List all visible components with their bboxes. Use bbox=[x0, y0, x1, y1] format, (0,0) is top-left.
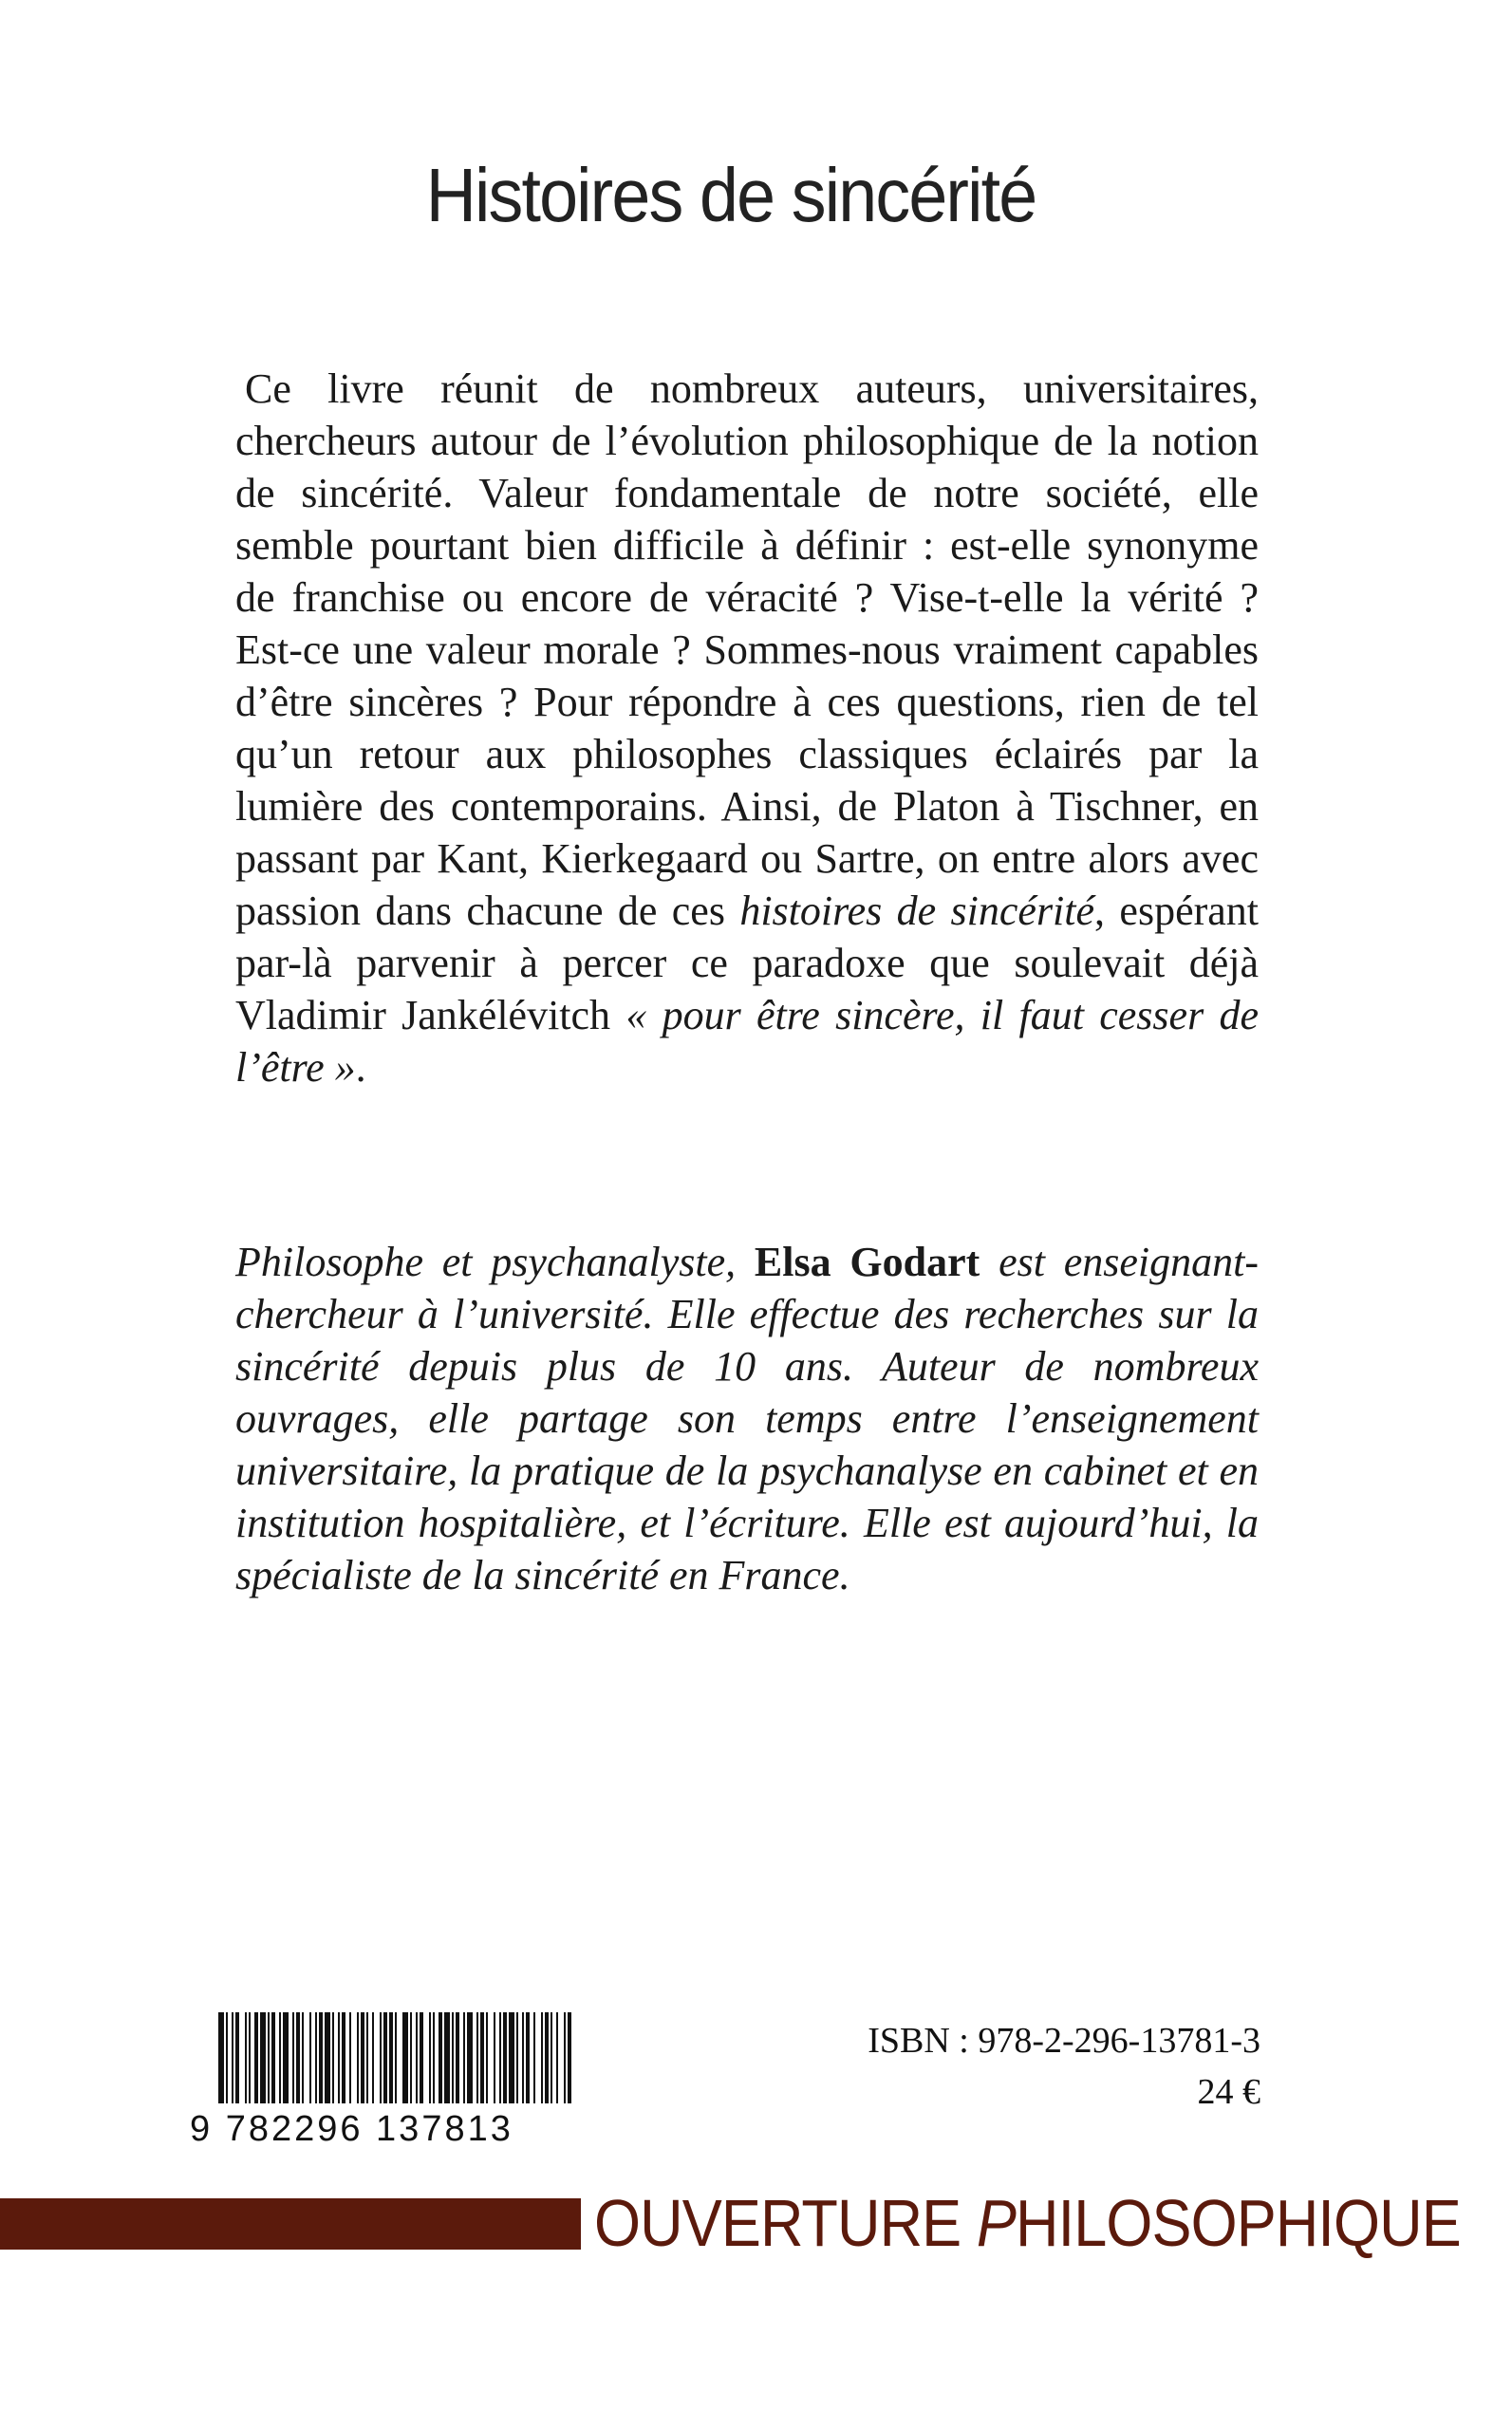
barcode-bar bbox=[383, 2012, 387, 2103]
barcode-digits: 9 782296 137813 bbox=[190, 2109, 513, 2149]
barcode-bar bbox=[338, 2012, 340, 2103]
author-name: Elsa Godart bbox=[754, 1239, 980, 1285]
barcode-bar bbox=[494, 2012, 495, 2103]
barcode-bar bbox=[551, 2012, 552, 2103]
blurb-text-2: , espérant par-là parvenir à percer ce paradoxe que soulevait déjà Vladimir Jankélévitch bbox=[235, 887, 1260, 1038]
series-word-1: OUVERTURE bbox=[594, 2186, 961, 2260]
blurb-quote: « pour être sincère, il faut cesser de l’être » bbox=[235, 992, 1259, 1091]
barcode-bar bbox=[522, 2012, 524, 2103]
barcode-bar bbox=[545, 2012, 549, 2103]
barcode-bar bbox=[439, 2012, 442, 2103]
blurb-end: . bbox=[355, 1044, 366, 1091]
barcode-bar bbox=[486, 2012, 488, 2103]
book-title: Histoires de sincérité bbox=[425, 153, 1036, 237]
barcode-bar bbox=[395, 2012, 397, 2103]
barcode-bar bbox=[372, 2012, 374, 2103]
barcode-bar bbox=[429, 2012, 431, 2103]
barcode-bar bbox=[283, 2012, 289, 2103]
series-initial: P bbox=[976, 2186, 1017, 2260]
barcode-bar bbox=[452, 2012, 454, 2103]
barcode-bar bbox=[402, 2012, 408, 2103]
back-cover-blurb bbox=[235, 363, 1259, 1093]
barcode-bar bbox=[292, 2012, 294, 2103]
barcode-bar bbox=[235, 2012, 239, 2103]
barcode-bar bbox=[467, 2012, 473, 2103]
barcode-bar bbox=[526, 2012, 530, 2103]
barcode-bar bbox=[564, 2012, 566, 2103]
barcode-bar bbox=[309, 2012, 311, 2103]
barcode-bar bbox=[315, 2012, 317, 2103]
barcode-bar bbox=[456, 2012, 459, 2103]
barcode-bar bbox=[245, 2012, 247, 2103]
barcode-bar bbox=[420, 2012, 423, 2103]
price: 24 € bbox=[1197, 2072, 1260, 2112]
barcode-bar bbox=[296, 2012, 300, 2103]
barcode-bar bbox=[218, 2012, 224, 2103]
barcode-bar bbox=[480, 2012, 484, 2103]
series-name bbox=[594, 2185, 1461, 2261]
barcode-bar bbox=[349, 2012, 351, 2103]
barcode-bar bbox=[249, 2012, 251, 2103]
barcode-bar bbox=[416, 2012, 418, 2103]
barcode-bar bbox=[325, 2012, 330, 2103]
barcode-bar bbox=[463, 2012, 465, 2103]
barcode-bar bbox=[516, 2012, 518, 2103]
barcode-bar bbox=[380, 2012, 382, 2103]
barcode-bar bbox=[357, 2012, 359, 2103]
barcode-bar bbox=[509, 2012, 514, 2103]
barcode-bar bbox=[556, 2012, 558, 2103]
barcode-bar bbox=[319, 2012, 323, 2103]
barcode-bar bbox=[503, 2012, 507, 2103]
blurb-text-1: Ce livre réunit de nombreux auteurs, universitaires, chercheurs autour de l’évolution philosophique de la notion de sincérité. Valeur fondamentale de notre société, elle semble pourtant bien difficile à définir : est-elle synonyme de franchise ou encore de véracité ? Vise-t-elle la vérité ? Est-ce une valeur morale ? Sommes-nous vraiment capables d’être sincères ? Pour répondre à ces questions, rien de tel qu’un retour aux philosophes classiques éclairés par la lumière des contemporains. Ainsi, de Platon à Tischner, en passant par Kant, Kierkegaard ou Sartre, on entre alors avec passion dans chacune de ces bbox=[235, 365, 1259, 934]
barcode-bar bbox=[410, 2012, 412, 2103]
barcode-bar bbox=[444, 2012, 450, 2103]
barcode-bar bbox=[254, 2012, 258, 2103]
barcode-bar bbox=[533, 2012, 535, 2103]
barcode-bar bbox=[361, 2012, 364, 2103]
barcode-bar bbox=[366, 2012, 368, 2103]
blurb-italic-title: histoires de sincérité bbox=[739, 887, 1095, 934]
barcode-bar bbox=[226, 2012, 228, 2103]
barcode-bar bbox=[568, 2012, 571, 2103]
barcode-bar bbox=[541, 2012, 543, 2103]
barcode-bar bbox=[332, 2012, 334, 2103]
series-word-2: HILOSOPHIQUE bbox=[1016, 2186, 1461, 2260]
author-bio bbox=[235, 1236, 1259, 1601]
isbn: ISBN : 978-2-296-13781-3 bbox=[868, 2021, 1260, 2061]
barcode-bar bbox=[268, 2012, 270, 2103]
barcode-bar bbox=[260, 2012, 266, 2103]
bio-text-2: est enseignant-chercheur à l’université. Elle effectue des recherches sur la sincérité depuis plus de 10 ans. Auteur de nombreux ouvrages, elle partage son temps entre l’enseignement universitaire, la pratique de la psychanalyse en cabinet et en institution hospitalière, et l’écriture. Elle est aujourd’hui, la spécialiste de la sincérité en France. bbox=[235, 1239, 1260, 1598]
barcode-bar bbox=[476, 2012, 478, 2103]
barcode-bars bbox=[190, 2012, 579, 2107]
barcode-bar bbox=[499, 2012, 501, 2103]
barcode-bar bbox=[232, 2012, 233, 2103]
barcode-bar bbox=[279, 2012, 281, 2103]
barcode-bar bbox=[302, 2012, 304, 2103]
barcode-bar bbox=[433, 2012, 435, 2103]
barcode-bar bbox=[271, 2012, 275, 2103]
barcode-bar bbox=[342, 2012, 345, 2103]
series-color-band bbox=[0, 2198, 581, 2250]
bio-text-1: Philosophe et psychanalyste, bbox=[235, 1239, 737, 1285]
barcode-bar bbox=[389, 2012, 393, 2103]
